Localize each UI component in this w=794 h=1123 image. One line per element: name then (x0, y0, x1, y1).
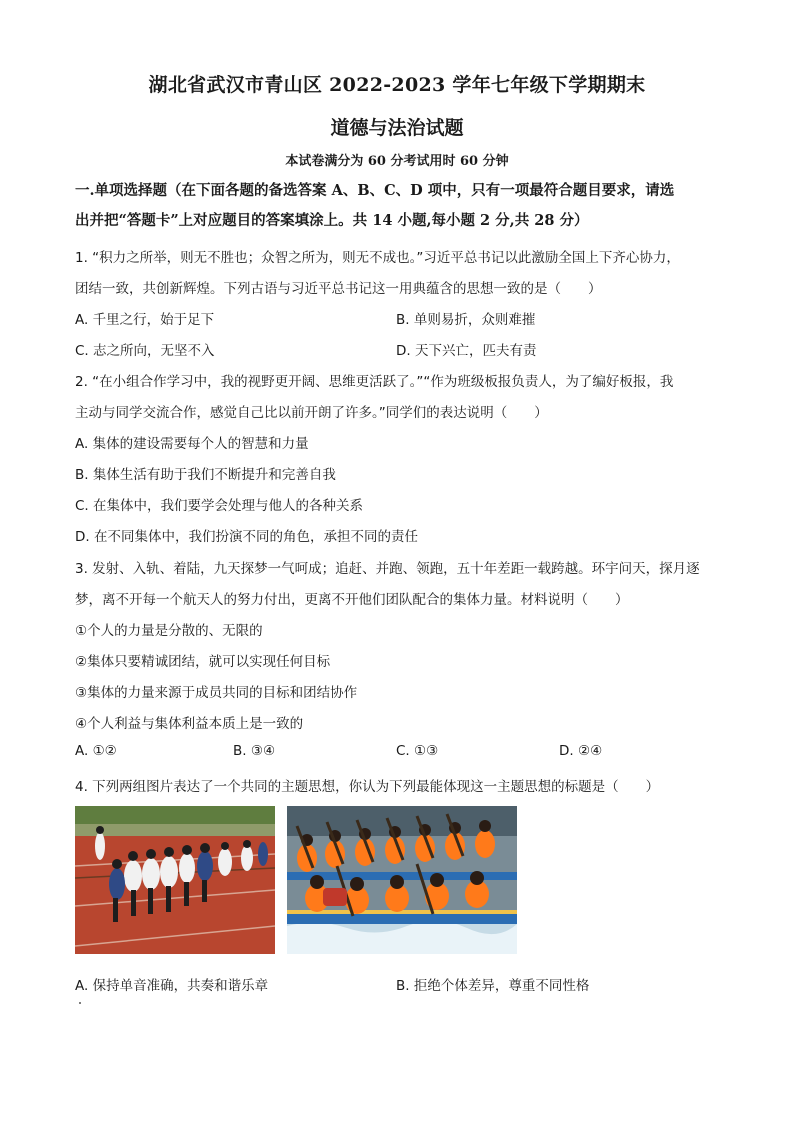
section-heading-line: 出并把“答题卡”上对应题目的答案填涂上。共 14 小题,每小题 2 分,共 28 分） (75, 212, 589, 229)
question-4-option-a: A. 保持单音准确，共奏和谐乐章 (75, 978, 269, 994)
question-2-text: 2. “在小组合作学习中，我的视野更开阔、思维更活跃了。”“作为班级板报负责人，为了编好板报，我 (75, 374, 674, 390)
question-1-text: 团结一致，共创新辉煌。下列古语与习近平总书记这一用典蕴含的思想一致的是（ ） (75, 281, 602, 297)
question-2-option-c: C. 在集体中，我们要学会处理与他人的各种关系 (75, 498, 364, 514)
question-4-option-b: B. 拒绝个体差异，尊重不同性格 (396, 978, 590, 994)
tug-of-war-photo (75, 806, 275, 954)
question-2-option-a: A. 集体的建设需要每个人的智慧和力量 (75, 436, 309, 452)
section-heading (75, 176, 725, 236)
exam-title: 湖北省武汉市青山区 2022-2023 学年七年级下学期期末 (148, 74, 646, 96)
question-1-option-b: B. 单则易折，众则难摧 (396, 312, 536, 328)
question-1-option-c: C. 志之所向，无坚不入 (75, 343, 215, 359)
question-3-option-b: B. ③④ (233, 743, 276, 759)
question-1-option-d: D. 天下兴亡，匹夫有责 (396, 343, 537, 359)
question-1-text: 1. “积力之所举，则无不胜也；众智之所为，则无不成也。”习近平总书记以此激励全国上下齐心协力， (75, 250, 680, 266)
question-3-text: 梦，离不开每一个航天人的努力付出，更离不开他们团队配合的集体力量。材料说明（ ） (75, 592, 629, 608)
question-3-statement-2: ②集体只要精诚团结，就可以实现任何目标 (75, 654, 331, 670)
exam-note: 本试卷满分为 60 分考试用时 60 分钟 (285, 154, 509, 169)
question-3-option-d: D. ②④ (559, 743, 603, 759)
question-2-text: 主动与同学交流合作，感觉自己比以前开朗了许多。”同学们的表达说明（ ） (75, 405, 548, 421)
question-3-option-a: A. ①② (75, 743, 117, 759)
section-heading-line: 一.单项选择题（在下面各题的备选答案 A、B、C、D 项中，只有一项最符合题目要求，请选 (75, 182, 675, 199)
question-3-statement-1: ①个人的力量是分散的、无限的 (75, 623, 263, 639)
dragon-boat-photo (287, 806, 517, 954)
exam-subtitle: 道德与法治试题 (330, 117, 464, 139)
question-1-option-a: A. 千里之行，始于足下 (75, 312, 215, 328)
question-4-text: 4. 下列两组图片表达了一个共同的主题思想，你认为下列最能体现这一主题思想的标题是（ ） (75, 779, 660, 795)
question-3-text: 3. 发射、入轨、着陆，九天探梦一气呵成；追赶、并跑、领跑，五十年差距一载跨越。环宇问天，探月逐 (75, 561, 700, 577)
question-3-statement-4: ④个人利益与集体利益本质上是一致的 (75, 716, 304, 732)
question-2-option-d: D. 在不同集体中，我们扮演不同的角色，承担不同的责任 (75, 529, 418, 545)
question-2-option-b: B. 集体生活有助于我们不断提升和完善自我 (75, 467, 336, 483)
stray-mark (79, 1002, 81, 1004)
question-3-option-c: C. ①③ (396, 743, 439, 759)
question-3-statement-3: ③集体的力量来源于成员共同的目标和团结协作 (75, 685, 358, 701)
